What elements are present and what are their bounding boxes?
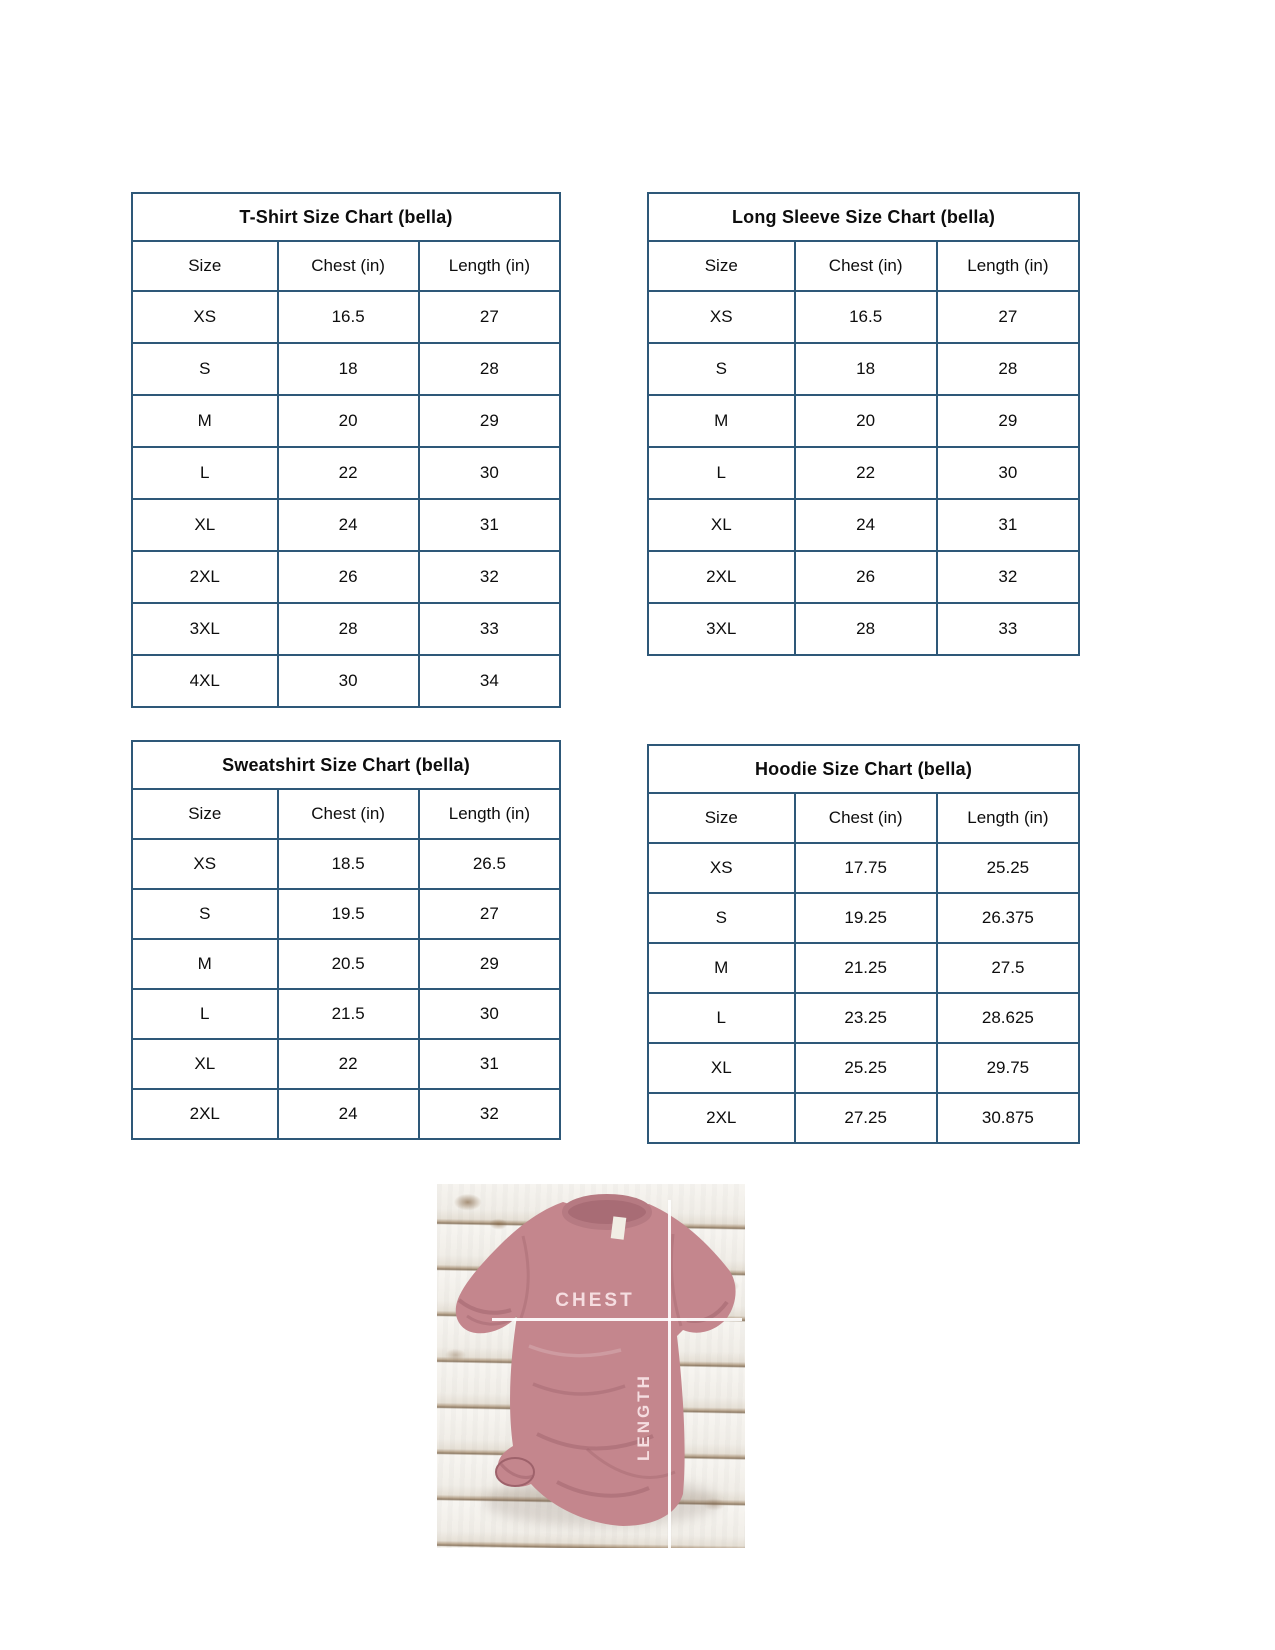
table-cell: S (132, 889, 278, 939)
table-row (132, 447, 560, 499)
table-row (132, 603, 560, 655)
table-cell: 26.5 (419, 839, 560, 889)
table-cell: 3XL (132, 603, 278, 655)
table-title: Hoodie Size Chart (bella) (648, 745, 1079, 793)
table-row (648, 893, 1079, 943)
table-cell: 33 (937, 603, 1079, 655)
table-cell: 16.5 (278, 291, 419, 343)
table-cell: 27 (419, 889, 560, 939)
table-cell: XS (648, 291, 795, 343)
table-row (132, 1089, 560, 1139)
table-cell: 27 (937, 291, 1079, 343)
table-cell: 23.25 (795, 993, 937, 1043)
table-title-row (132, 193, 560, 241)
table-cell: 20 (278, 395, 419, 447)
table-cell: 16.5 (795, 291, 937, 343)
table-cell: 33 (419, 603, 560, 655)
table-cell: 2XL (648, 1093, 795, 1143)
table-cell: 26 (795, 551, 937, 603)
table-cell: XS (132, 839, 278, 889)
table-cell: 29 (419, 395, 560, 447)
table-row (648, 943, 1079, 993)
column-header-chest: Chest (in) (795, 793, 937, 843)
length-label: LENGTH (634, 1373, 653, 1461)
table-cell: 26 (278, 551, 419, 603)
table-cell: 18 (278, 343, 419, 395)
table-cell: 2XL (132, 551, 278, 603)
table-cell: 31 (937, 499, 1079, 551)
table-row (648, 447, 1079, 499)
table-cell: 31 (419, 499, 560, 551)
table-cell: XS (132, 291, 278, 343)
table-row (132, 889, 560, 939)
table-title-row (648, 745, 1079, 793)
table-cell: 30 (419, 447, 560, 499)
table-cell: 28 (419, 343, 560, 395)
table-row (648, 499, 1079, 551)
column-header-length: Length (in) (419, 789, 560, 839)
table-cell: XL (132, 1039, 278, 1089)
column-header-size: Size (132, 241, 278, 291)
table-cell: 21.25 (795, 943, 937, 993)
table-cell: 28 (278, 603, 419, 655)
table-header-row (648, 241, 1079, 291)
table-row (648, 1093, 1079, 1143)
table-cell: 30 (937, 447, 1079, 499)
column-header-chest: Chest (in) (795, 241, 937, 291)
table-row (648, 993, 1079, 1043)
table-cell: XL (648, 1043, 795, 1093)
table-cell: 28.625 (937, 993, 1079, 1043)
table-cell: 22 (278, 1039, 419, 1089)
table-cell: 20.5 (278, 939, 419, 989)
table-cell: M (648, 943, 795, 993)
table-cell: 28 (795, 603, 937, 655)
table-cell: 22 (795, 447, 937, 499)
table-cell: 21.5 (278, 989, 419, 1039)
table-row (648, 395, 1079, 447)
table-cell: 27 (419, 291, 560, 343)
tshirt-measurement-photo (437, 1184, 745, 1548)
column-header-length: Length (in) (419, 241, 560, 291)
table-cell: 30 (419, 989, 560, 1039)
table-cell: 4XL (132, 655, 278, 707)
table-cell: 31 (419, 1039, 560, 1089)
table-title-row (132, 741, 560, 789)
table-cell: 29.75 (937, 1043, 1079, 1093)
table-cell: S (648, 343, 795, 395)
table-cell: 30.875 (937, 1093, 1079, 1143)
table-row (132, 939, 560, 989)
table-cell: S (132, 343, 278, 395)
table-cell: 29 (419, 939, 560, 989)
table-cell: 3XL (648, 603, 795, 655)
chest-measure-line (492, 1318, 742, 1321)
table-row (648, 291, 1079, 343)
column-header-length: Length (in) (937, 241, 1079, 291)
sweatshirt-size-table (131, 740, 561, 1140)
table-row (132, 1039, 560, 1089)
table-cell: XS (648, 843, 795, 893)
table-cell: 2XL (648, 551, 795, 603)
table-cell: 24 (278, 499, 419, 551)
tshirt-illustration (437, 1184, 745, 1548)
table-title-row (648, 193, 1079, 241)
table-cell: L (648, 993, 795, 1043)
table-cell: M (648, 395, 795, 447)
table-row (648, 603, 1079, 655)
table-row (648, 1043, 1079, 1093)
table-cell: 20 (795, 395, 937, 447)
table-title: Sweatshirt Size Chart (bella) (132, 741, 560, 789)
table-cell: 27.5 (937, 943, 1079, 993)
column-header-chest: Chest (in) (278, 241, 419, 291)
table-header-row (648, 793, 1079, 843)
table-row (132, 989, 560, 1039)
long-sleeve-size-table (647, 192, 1080, 656)
table-cell: 24 (278, 1089, 419, 1139)
column-header-size: Size (648, 241, 795, 291)
table-cell: 34 (419, 655, 560, 707)
hem-knot (496, 1458, 534, 1486)
length-measure-line (668, 1200, 671, 1548)
table-cell: XL (648, 499, 795, 551)
table-row (132, 395, 560, 447)
table-title: T-Shirt Size Chart (bella) (132, 193, 560, 241)
table-cell: 27.25 (795, 1093, 937, 1143)
table-header-row (132, 789, 560, 839)
table-cell: 32 (419, 1089, 560, 1139)
table-row (132, 839, 560, 889)
table-cell: 22 (278, 447, 419, 499)
table-cell: 25.25 (795, 1043, 937, 1093)
table-cell: 25.25 (937, 843, 1079, 893)
table-cell: 17.75 (795, 843, 937, 893)
table-cell: 2XL (132, 1089, 278, 1139)
column-header-size: Size (132, 789, 278, 839)
chest-label: CHEST (555, 1290, 635, 1311)
table-cell: 26.375 (937, 893, 1079, 943)
column-header-size: Size (648, 793, 795, 843)
table-cell: L (648, 447, 795, 499)
table-row (648, 843, 1079, 893)
column-header-length: Length (in) (937, 793, 1079, 843)
table-row (132, 655, 560, 707)
table-row (648, 551, 1079, 603)
table-header-row (132, 241, 560, 291)
table-cell: 19.25 (795, 893, 937, 943)
table-cell: 29 (937, 395, 1079, 447)
table-cell: 18 (795, 343, 937, 395)
table-row (648, 343, 1079, 395)
tshirt-size-table (131, 192, 561, 708)
table-row (132, 551, 560, 603)
table-cell: 18.5 (278, 839, 419, 889)
table-cell: S (648, 893, 795, 943)
table-cell: 28 (937, 343, 1079, 395)
table-title: Long Sleeve Size Chart (bella) (648, 193, 1079, 241)
table-cell: 32 (419, 551, 560, 603)
neck-label (611, 1216, 627, 1239)
table-cell: 30 (278, 655, 419, 707)
table-cell: M (132, 395, 278, 447)
table-cell: 32 (937, 551, 1079, 603)
table-cell: 24 (795, 499, 937, 551)
table-cell: M (132, 939, 278, 989)
hoodie-size-table (647, 744, 1080, 1144)
table-row (132, 343, 560, 395)
table-cell: L (132, 447, 278, 499)
column-header-chest: Chest (in) (278, 789, 419, 839)
table-cell: XL (132, 499, 278, 551)
table-row (132, 499, 560, 551)
table-row (132, 291, 560, 343)
table-cell: L (132, 989, 278, 1039)
table-cell: 19.5 (278, 889, 419, 939)
